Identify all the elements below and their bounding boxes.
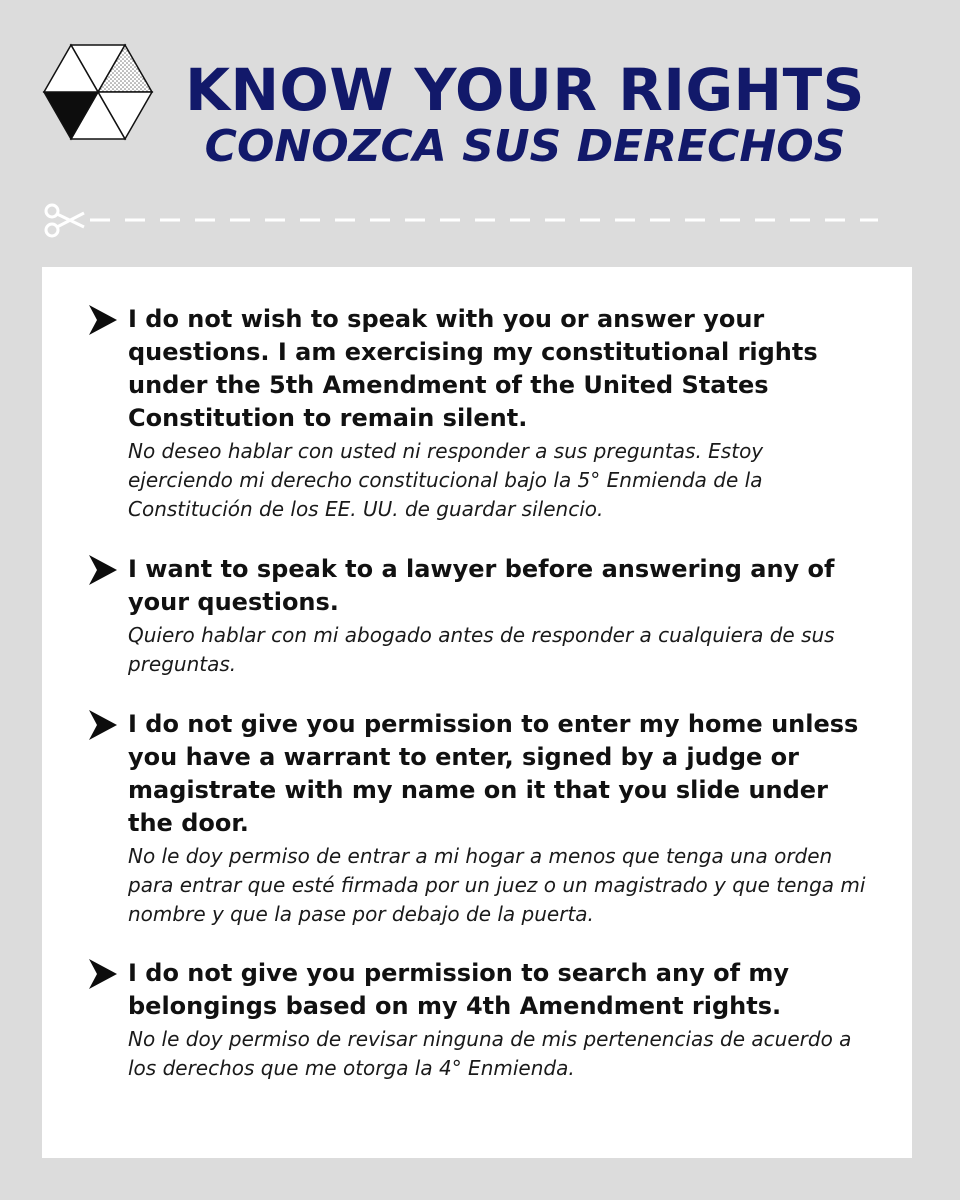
page-title: KNOW YOUR RIGHTS (185, 56, 865, 124)
right-text-es: Quiero hablar con mi abogado antes de responder a cualquiera de sus preguntas. (128, 623, 835, 676)
right-text-en: I do not give you permission to enter my home unless you have a warrant to enter, signed by a judge or magistrate with my name on it that you slide under the door. (128, 710, 859, 837)
right-text-en: I want to speak to a lawyer before answering any of your questions. (128, 555, 835, 616)
right-text-en: I do not give you permission to search any of my belongings based on my 4th Amendment rights. (128, 959, 790, 1020)
arrow-bullet-icon (87, 553, 119, 587)
arrow-bullet-icon (87, 957, 119, 991)
right-text-es: No le doy permiso de revisar ninguna de mis pertenencias de acuerdo a los derechos que me otorga la 4° Enmienda. (128, 1027, 852, 1080)
right-text-es: No le doy permiso de entrar a mi hogar a menos que tenga una orden para entrar que esté firmada por un juez o un magistrado y que tenga mi nombre y que la pase por debajo de la puerta. (128, 844, 866, 926)
header (160, 56, 890, 170)
scissors-icon (46, 205, 84, 236)
right-text-es: No deseo hablar con usted ni responder a sus preguntas. Estoy ejerciendo mi derecho constitucional bajo la 5° Enmienda de la Constitución de los EE. UU. de guardar silencio. (128, 439, 764, 521)
arrow-bullet-icon (87, 708, 119, 742)
cut-line (42, 200, 882, 240)
hexagon-logo-icon (42, 42, 154, 142)
arrow-bullet-icon (87, 303, 119, 337)
right-text-en: I do not wish to speak with you or answer your questions. I am exercising my constitutional rights under the 5th Amendment of the United States Constitution to remain silent. (128, 305, 818, 432)
rights-card (42, 267, 912, 1158)
page-subtitle: CONOZCA SUS DERECHOS (204, 121, 846, 172)
